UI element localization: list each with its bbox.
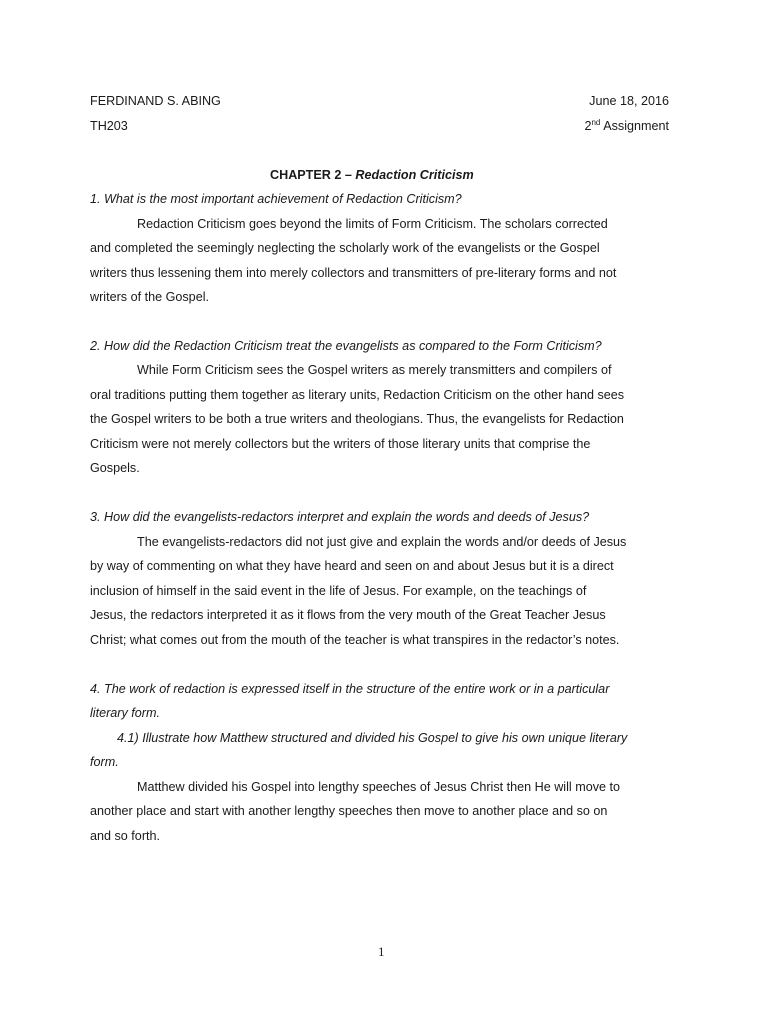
answer-3-line: inclusion of himself in the said event in the life of Jesus. For example, on the teachings of [90,584,587,598]
answer-3-line: The evangelists-redactors did not just give and explain the words and/or deeds of Jesus [137,535,627,549]
document-date: June 18, 2016 [589,94,669,108]
answer-3-line: Christ; what comes out from the mouth of the teacher is what transpires in the redactor’s notes. [90,633,620,647]
answer-2-line: oral traditions putting them together as literary units, Redaction Criticism on the other hand sees [90,388,625,402]
page-number: 1 [378,944,385,959]
question-2: 2. How did the Redaction Criticism treat the evangelists as compared to the Form Criticism? [90,339,602,353]
course-code: TH203 [90,119,128,133]
sub-question-4-1-line: form. [90,755,119,769]
question-4-line: literary form. [90,706,160,720]
answer-1-line: Redaction Criticism goes beyond the limits of Form Criticism. The scholars corrected [137,217,608,231]
chapter-title-prefix: CHAPTER 2 – [270,168,356,182]
assignment-ordinal: nd [591,118,601,127]
answer-3-line: by way of commenting on what they have heard and seen on and about Jesus but it is a direct [90,559,614,573]
assignment-label [584,118,669,134]
answer-1-line: and completed the seemingly neglecting the scholarly work of the evangelists or the Gospel [90,241,600,255]
question-3: 3. How did the evangelists-redactors interpret and explain the words and deeds of Jesus? [90,510,590,524]
chapter-title [270,167,474,183]
question-4-line: 4. The work of redaction is expressed itself in the structure of the entire work or in a particular [90,682,610,696]
assignment-word: Assignment [600,119,669,133]
answer-4-line: Matthew divided his Gospel into lengthy speeches of Jesus Christ then He will move to [137,780,621,794]
sub-question-4-1-line: 4.1) Illustrate how Matthew structured and divided his Gospel to give his own unique literary [117,731,628,745]
answer-4-line: and so forth. [90,829,161,843]
answer-3-line: Jesus, the redactors interpreted it as it flows from the very mouth of the Great Teacher Jesus [90,608,606,622]
question-1: 1. What is the most important achievement of Redaction Criticism? [90,192,462,206]
answer-2-line: While Form Criticism sees the Gospel writers as merely transmitters and compilers of [137,363,612,377]
author-name: FERDINAND S. ABING [90,94,221,108]
answer-2-line: Gospels. [90,461,140,475]
answer-4-line: another place and start with another lengthy speeches then move to another place and so on [90,804,608,818]
assignment-number: 2 [584,119,592,133]
answer-2-line: Criticism were not merely collectors but the writers of those literary units that comprise the [90,437,591,451]
answer-1-line: writers of the Gospel. [90,290,209,304]
answer-2-line: the Gospel writers to be both a true writers and theologians. Thus, the evangelists for Redaction [90,412,624,426]
chapter-title-topic: Redaction Criticism [355,168,474,182]
answer-1-line: writers thus lessening them into merely collectors and transmitters of pre-literary forms and not [90,266,617,280]
